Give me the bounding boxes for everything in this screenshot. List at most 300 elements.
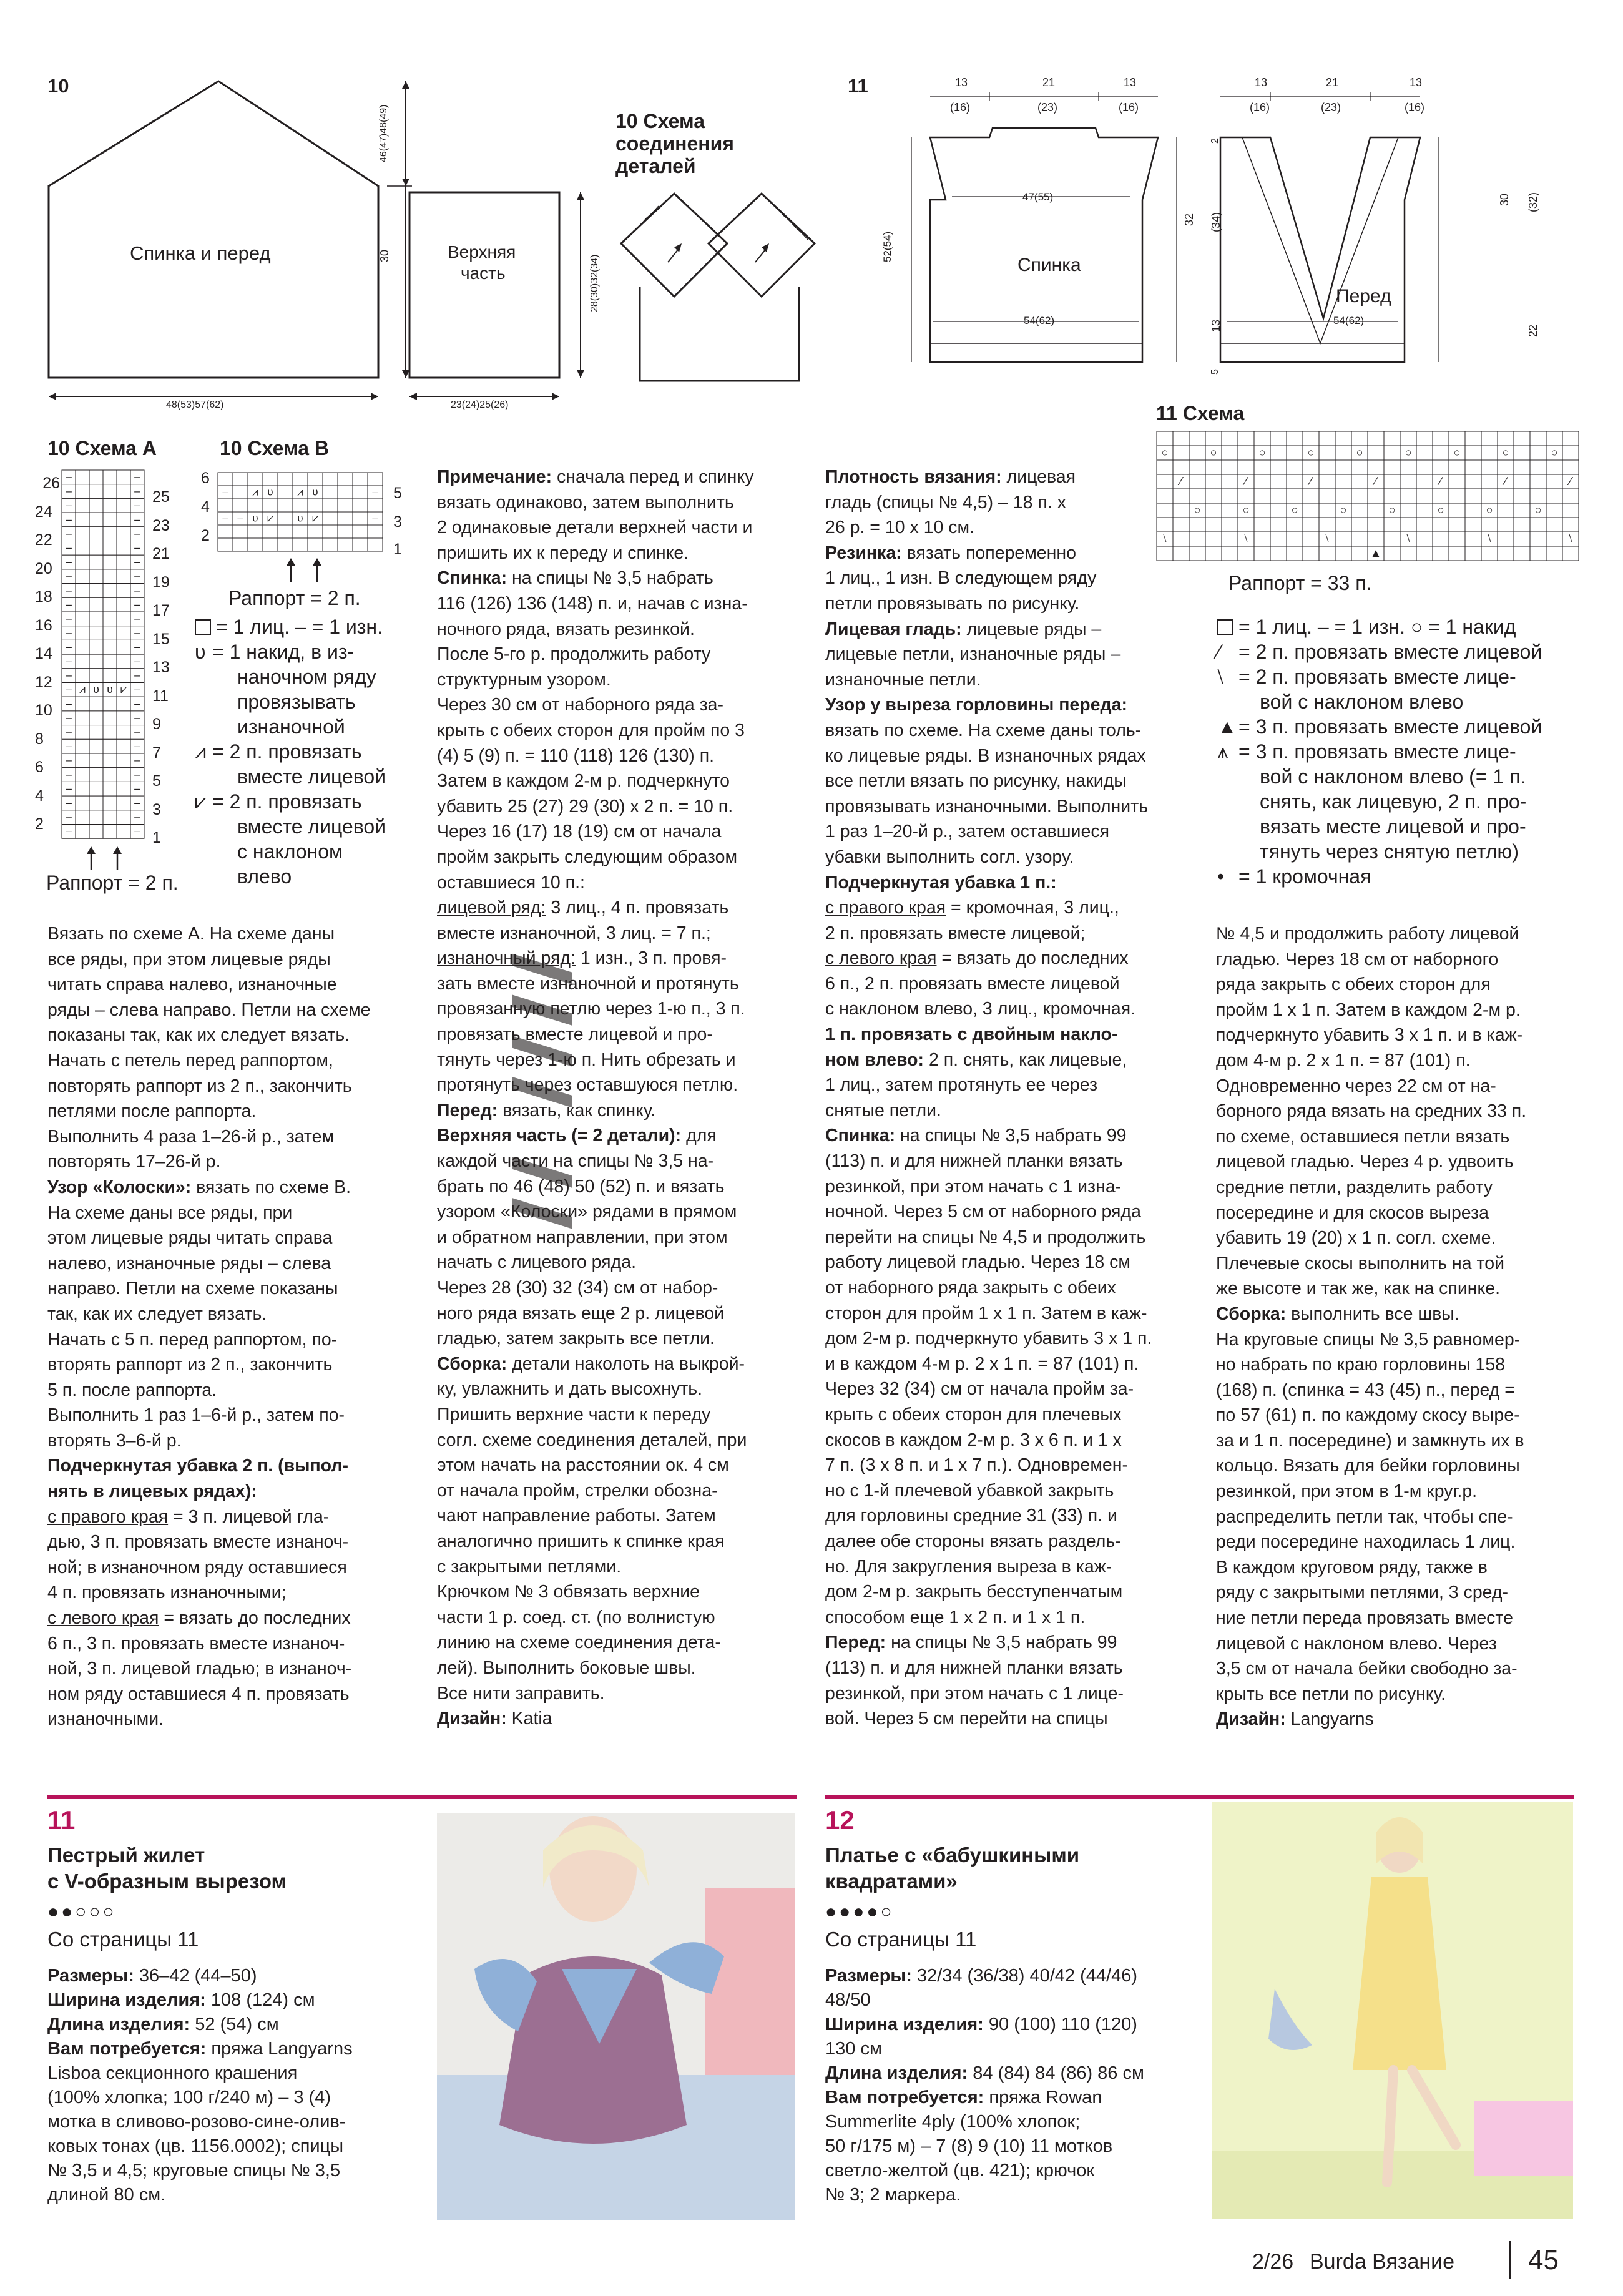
sizes-value: 32/34 (36/38) 40/42 (44/46) — [916, 1966, 1138, 1986]
chart-cell — [1270, 431, 1287, 446]
chart-cell — [368, 473, 383, 486]
text-line: но набрать по краю горловины 158 — [1216, 1355, 1506, 1375]
chart-cell — [1433, 546, 1449, 561]
front-right-1: 30 — [1498, 193, 1511, 206]
legend-10-text: с наклоном — [237, 840, 343, 863]
text-line: Примечание: сначала перед и спинку — [437, 467, 754, 487]
chart-b-title: 10 Схема В — [220, 437, 330, 459]
text-line: от начала пройм, стрелки обозна- — [437, 1480, 718, 1501]
chart-symbol: ○ — [1307, 445, 1315, 459]
legend-10-text: влево — [237, 865, 292, 888]
text-line: но. Для закругления выреза в каж- — [825, 1556, 1112, 1577]
chart-cell — [1270, 446, 1287, 460]
section-12-title-2: квадратами» — [825, 1870, 958, 1893]
chart-symbol: – — [134, 527, 140, 540]
chart-cell — [89, 654, 103, 669]
text-line: Верхняя часть (= 2 детали): для — [437, 1126, 717, 1146]
chart-cell — [1287, 546, 1303, 561]
text-line: Крючком № 3 обвязать верхние — [437, 1582, 700, 1602]
front-top-1: 13 — [1255, 76, 1268, 89]
chart-cell — [1351, 489, 1368, 503]
chart-cell — [117, 541, 130, 556]
chart-symbol: ○ — [1194, 503, 1201, 516]
chart-symbol: – — [134, 753, 140, 767]
body-label: Спинка и перед — [130, 242, 271, 264]
chart-symbol: – — [134, 683, 140, 696]
chart-cell — [323, 512, 338, 525]
chart-11-repeat: Раппорт = 33 п. — [1228, 572, 1372, 594]
chart-symbol: – — [66, 584, 72, 597]
chart-cell — [1530, 532, 1546, 546]
legend-11-row-6: ⩚ = 3 п. провязать вместе лице- — [1217, 740, 1516, 763]
row-number: 10 — [35, 702, 52, 719]
front-outline — [1220, 137, 1420, 362]
chart-cell — [1400, 546, 1416, 561]
chart-cell — [218, 525, 233, 538]
chart-symbol: ○ — [1356, 445, 1363, 459]
chart-cell — [323, 525, 338, 538]
yarn-over-u-icon: ᴜ — [195, 640, 206, 663]
chart-symbol: ⁄ — [1504, 474, 1507, 488]
text-line: Через 30 см от наборного ряда за- — [437, 695, 723, 715]
chart-cell — [1205, 546, 1222, 561]
roof-height-label: 46(47)48(49) — [378, 104, 389, 162]
chart-cell — [1400, 518, 1416, 532]
front-top-3: 13 — [1410, 76, 1423, 89]
legend-11-row-5: ▲= 3 п. провязать вместе лицевой — [1217, 715, 1542, 738]
chart-cell — [1319, 546, 1335, 561]
text-line: Спинка: на спицы № 3,5 набрать 99 — [825, 1126, 1127, 1146]
chart-symbol: ⩗ — [312, 512, 318, 524]
chart-symbol: ᴜ — [267, 486, 273, 498]
text-line: борного ряда вязать на средних 33 п. — [1216, 1101, 1527, 1122]
ssk-icon: ⧵ — [1217, 665, 1224, 688]
chart-cell — [1287, 431, 1303, 446]
text-column-3 — [825, 464, 1194, 1732]
footer-magazine: Burda Вязание — [1310, 2250, 1455, 2274]
chart-cell — [278, 499, 293, 512]
chart-symbol: – — [66, 669, 72, 682]
text-line: от наборного ряда закрыть с обеих — [825, 1278, 1116, 1298]
text-line: и обратном направлении, при этом — [437, 1227, 728, 1247]
chart-cell — [1514, 518, 1530, 532]
chart-cell — [1465, 446, 1481, 460]
row-number: 13 — [152, 659, 170, 676]
chart-cell — [89, 810, 103, 825]
chart-cell — [1530, 446, 1546, 460]
row-number: 4 — [35, 787, 44, 805]
chart-symbol: – — [134, 740, 140, 753]
chart-cell — [117, 470, 130, 484]
chart-cell — [1400, 474, 1416, 489]
sizes-label: Размеры: — [825, 1966, 912, 1986]
chart-cell — [76, 810, 89, 825]
chart-cell — [89, 768, 103, 782]
chart-cell — [76, 498, 89, 513]
legend-11-text: вой с наклоном влево (= 1 п. — [1260, 765, 1526, 788]
chart-symbol: – — [134, 711, 140, 724]
chart-symbol: – — [134, 598, 140, 611]
materials-label: Вам потребуется: — [825, 2087, 984, 2107]
row-number: 26 — [42, 474, 60, 492]
chart-cell — [323, 486, 338, 499]
chart-cell — [1546, 460, 1562, 474]
chart-cell — [233, 486, 248, 499]
text-line: лицевой ряд: 3 лиц., 4 п. провязать — [437, 898, 729, 918]
legend-10-text: изнаночной — [237, 715, 345, 738]
chart-cell — [308, 473, 323, 486]
chart-symbol: ⩗ — [120, 683, 127, 696]
chart-symbol: ○ — [1437, 503, 1444, 516]
text-line: Через 16 (17) 18 (19) см от начала — [437, 822, 722, 842]
text-line: дом 4-м р. 2 х 1 п. = 87 (101) п. — [1216, 1050, 1471, 1071]
chart-cell — [1416, 532, 1433, 546]
text-line: (113) п. и для нижней планки вязать — [825, 1657, 1123, 1678]
page-number: 45 — [1528, 2245, 1559, 2275]
chart-cell — [1433, 518, 1449, 532]
chart-symbol: – — [66, 725, 72, 738]
length-value: 84 (84) 84 (86) 86 см — [973, 2063, 1144, 2083]
chart-11-grid — [1156, 431, 1587, 568]
text-line: петли провязывать по рисунку. — [825, 593, 1080, 614]
k2tog-icon: ⩘ — [195, 740, 207, 763]
chart-cell — [89, 612, 103, 626]
chart-cell — [1465, 474, 1481, 489]
chart-cell — [353, 525, 368, 538]
chart-cell — [103, 555, 117, 569]
chart-cell — [1449, 460, 1465, 474]
knit-symbol-icon — [195, 619, 211, 635]
chart-symbol: ᴜ — [312, 486, 318, 498]
chart-cell — [1335, 532, 1351, 546]
chart-cell — [89, 470, 103, 484]
text-line: дом 2-м р. подчеркнуто убавить 3 х 1 п. — [825, 1328, 1152, 1349]
chart-symbol: – — [66, 626, 72, 639]
chart-cell — [76, 612, 89, 626]
chart-cell — [233, 525, 248, 538]
chart-cell — [1514, 532, 1530, 546]
chart-symbol: ᴜ — [252, 512, 258, 524]
chart-cell — [1303, 532, 1319, 546]
text-line: все ряды, при этом лицевые ряды — [47, 949, 331, 969]
chart-cell — [248, 525, 263, 538]
back-right-3: 2 — [1210, 138, 1220, 144]
text-line: Лицевая гладь: лицевые ряды – — [825, 619, 1102, 639]
chart-cell — [103, 753, 117, 768]
chart-symbol: ○ — [1242, 503, 1250, 516]
text-line: вместе изнаночной, 3 лиц. = 7 п.; — [437, 923, 711, 943]
text-line: пройм закрыть следующим образом — [437, 846, 738, 867]
text-line: брать по 46 (48) 50 (52) п. и вязать — [437, 1176, 725, 1197]
chart-cell — [1270, 474, 1287, 489]
text-line: ном ряду оставшиеся 4 п. провязать — [47, 1684, 350, 1704]
chart-cell — [1562, 546, 1579, 561]
chart-cell — [117, 584, 130, 598]
text-line: 1 лиц., 1 изн. В следующем ряду — [825, 568, 1097, 589]
chart-cell — [89, 555, 103, 569]
text-column-2 — [437, 464, 799, 1732]
chart-cell — [368, 538, 383, 551]
text-line: снятые петли. — [825, 1100, 941, 1121]
chart-cell — [1449, 503, 1465, 518]
chart-cell — [76, 725, 89, 740]
chart-cell — [338, 525, 353, 538]
text-line: крыть все петли по рисунку. — [1216, 1684, 1446, 1704]
chart-cell — [368, 499, 383, 512]
dress-photo — [1212, 1802, 1573, 2219]
back-top-alt-3: (16) — [1119, 101, 1139, 114]
chart-cell — [1481, 460, 1498, 474]
chart-symbol: ⧵ — [1488, 531, 1491, 545]
difficulty-dots: ●●○○○ — [47, 1901, 117, 1922]
text-line: Узор у выреза горловины переда: — [825, 695, 1127, 715]
text-line: ко лицевые ряды. В изнаночных рядах — [825, 745, 1146, 766]
chart-symbol: – — [66, 753, 72, 767]
upper-part-height-label: 28(30)32(34) — [589, 254, 600, 312]
text-line: с закрытыми петлями. — [437, 1556, 622, 1577]
chart-cell — [353, 473, 368, 486]
chart-cell — [103, 697, 117, 711]
chart-cell — [1416, 489, 1433, 503]
section-11-title-1: Пестрый жилет — [47, 1843, 205, 1867]
materials-line: 50 г/175 м) – 7 (8) 9 (10) 11 мотков — [825, 2136, 1113, 2156]
chart-cell — [103, 513, 117, 527]
text-line: части 1 р. соед. ст. (по волнистую — [437, 1607, 715, 1627]
upper-part-outline — [409, 192, 559, 378]
chart-symbol: – — [134, 654, 140, 667]
chart-symbol: – — [66, 499, 72, 512]
chart-cell — [117, 597, 130, 612]
chart-cell — [1189, 431, 1205, 446]
chart-cell — [1270, 546, 1287, 561]
chart-cell — [338, 512, 353, 525]
text-line: 1 п. провязать с двойным накло- — [825, 1024, 1118, 1045]
legend-11-text: вязать месте лицевой и про- — [1260, 815, 1526, 838]
legend-11-text: вой с наклоном влево — [1260, 690, 1464, 713]
text-line: Узор «Колоски»: вязать по схеме В. — [47, 1177, 351, 1197]
chart-cell — [1254, 532, 1270, 546]
chart-cell — [1222, 474, 1238, 489]
text-line: 4 п. провязать изнаночными; — [47, 1582, 287, 1603]
chart-cell — [89, 541, 103, 556]
chart-cell — [1368, 532, 1384, 546]
row-number: 23 — [152, 516, 170, 534]
chart-cell — [117, 654, 130, 669]
chart-cell — [1238, 489, 1254, 503]
text-line: резинкой, при этом начать с 1 лице- — [825, 1683, 1124, 1704]
chart-cell — [76, 555, 89, 569]
chart-cell — [1384, 546, 1400, 561]
chart-cell — [1319, 489, 1335, 503]
chart-cell — [1514, 546, 1530, 561]
chart-cell — [1416, 546, 1433, 561]
chart-cell — [1157, 431, 1173, 446]
chart-cell — [117, 513, 130, 527]
chart-cell — [1433, 532, 1449, 546]
row-number: 15 — [152, 630, 170, 648]
chart-cell — [103, 640, 117, 654]
text-line: по 57 (61) п. по каждому скосу выре- — [1216, 1405, 1520, 1426]
chart-cell — [1222, 518, 1238, 532]
chart-cell — [1205, 489, 1222, 503]
text-line: Затем в каждом 2-м р. подчеркнуто — [437, 771, 730, 792]
chart-cell — [1514, 503, 1530, 518]
chart-symbol: ○ — [1210, 445, 1217, 459]
chart-cell — [117, 711, 130, 725]
text-line: с наклоном влево, 3 лиц., кромочная. — [825, 999, 1136, 1019]
text-line: структурным узором. — [437, 669, 611, 690]
back-top-1: 13 — [955, 76, 968, 89]
chart-symbol: – — [66, 810, 72, 823]
front-top-2: 21 — [1326, 76, 1339, 89]
chart-symbol: – — [134, 640, 140, 654]
chart-cell — [103, 626, 117, 640]
text-line: петлями после раппорта. — [47, 1101, 257, 1122]
chart-symbol: ○ — [1340, 503, 1347, 516]
text-line: Одновременно через 22 см от на- — [1216, 1076, 1496, 1096]
chart-cell — [117, 796, 130, 810]
chart-symbol: ⩘ — [252, 486, 258, 498]
footer-divider — [1509, 2241, 1511, 2279]
chart-cell — [1319, 460, 1335, 474]
chart-cell — [103, 612, 117, 626]
row-number: 11 — [152, 687, 169, 705]
row-number: 22 — [35, 531, 52, 549]
chart-cell — [1433, 431, 1449, 446]
text-line: Подчеркнутая убавка 2 п. (выпол- — [47, 1456, 348, 1476]
chart-cell — [1303, 489, 1319, 503]
chart-cell — [117, 626, 130, 640]
text-line: Дизайн: Katia — [437, 1709, 552, 1729]
upper-part-label-2: часть — [461, 263, 506, 283]
chart-cell — [1514, 431, 1530, 446]
chart-b-row-5: 5 — [393, 484, 402, 502]
sizes-value-2: 48/50 — [825, 1990, 871, 2010]
chart-symbol: – — [66, 484, 72, 498]
chart-cell — [1287, 518, 1303, 532]
text-line: начать с лицевого ряда. — [437, 1252, 636, 1273]
text-line: вой. Через 5 см перейти на спицы — [825, 1709, 1108, 1729]
chart-cell — [1205, 474, 1222, 489]
legend-10-text: наночном ряду — [237, 665, 376, 688]
chart-symbol: – — [134, 669, 140, 682]
chart-cell — [89, 697, 103, 711]
chart-cell — [1254, 460, 1270, 474]
legend-11-row-11: • = 1 кромочная — [1217, 865, 1371, 888]
chart-symbol: ⧵ — [1325, 531, 1329, 545]
text-line: с правого края = кромочная, 3 лиц., — [825, 898, 1119, 918]
text-line: вторять раппорт из 2 п., закончить — [47, 1355, 333, 1375]
back-right-5: 5 — [1210, 369, 1220, 375]
text-line: дью, 3 п. провязать вместе изнаноч- — [47, 1532, 349, 1553]
text-line: гладью. Через 18 см от наборного — [1216, 949, 1499, 969]
chart-symbol: – — [134, 725, 140, 738]
text-line: Резинка: вязать попеременно — [825, 542, 1076, 563]
chart-symbol: ⁄ — [1180, 474, 1182, 488]
text-line: все петли вязать по рисунку, накиды — [825, 771, 1127, 792]
text-line: ного ряда вязать еще 2 р. лицевой — [437, 1303, 725, 1323]
chart-cell — [76, 640, 89, 654]
chart-symbol: – — [134, 484, 140, 498]
row-number: 25 — [152, 488, 170, 506]
chart-cell — [76, 584, 89, 598]
row-number: 16 — [35, 616, 52, 634]
chart-cell — [1254, 546, 1270, 561]
chart-symbol: – — [66, 796, 72, 809]
chart-cell — [89, 484, 103, 499]
chart-cell — [89, 626, 103, 640]
text-line: лицевой гладью. Через 4 р. удвоить — [1216, 1152, 1514, 1172]
vest-photo — [437, 1813, 795, 2220]
chart-symbol: ⁄ — [1310, 474, 1312, 488]
chart-cell — [1498, 503, 1514, 518]
legend-11-row-1: = 1 лиц. – = 1 изн. ○ = 1 накид — [1217, 614, 1516, 639]
chart-cell — [1416, 518, 1433, 532]
legend-10-row-knit: = 1 лиц. – = 1 изн. — [195, 614, 383, 639]
chart-cell — [1319, 446, 1335, 460]
chart-symbol: – — [134, 470, 140, 483]
text-line: Начать с 5 п. перед раппортом, по- — [47, 1329, 338, 1350]
chart-cell — [89, 569, 103, 584]
text-line: Вязать по схеме А. На схеме даны — [47, 924, 335, 944]
chart-cell — [1287, 446, 1303, 460]
chart-symbol: – — [134, 626, 140, 639]
chart-symbol: ○ — [1161, 445, 1169, 459]
chart-cell — [1303, 460, 1319, 474]
chart-cell — [1530, 518, 1546, 532]
difficulty-dots: ●●●●○ — [825, 1901, 895, 1922]
text-line: провязывать изнаночными. Выполнить — [825, 796, 1149, 817]
chart-b-row-1: 1 — [393, 541, 402, 558]
text-line: ночного ряда, вязать резинкой. — [437, 619, 695, 639]
footer-issue: 2/26 — [1252, 2250, 1294, 2274]
text-line: 3,5 см от начала бейки свободно за- — [1216, 1659, 1518, 1679]
chart-cell — [1530, 431, 1546, 446]
chart-cell — [117, 555, 130, 569]
chart-cell — [103, 725, 117, 740]
text-line: 2 одинаковые детали верхней части и — [437, 518, 753, 538]
text-line: средние петли, разделить работу — [1216, 1177, 1493, 1197]
text-line: ной, 3 п. лицевой гладью; в изнаноч- — [47, 1659, 352, 1679]
chart-symbol: – — [134, 810, 140, 823]
chart-b-grid — [217, 472, 386, 553]
chart-cell — [117, 782, 130, 796]
row-number: 24 — [35, 503, 52, 521]
chart-cell — [1384, 446, 1400, 460]
chart-cell — [338, 538, 353, 551]
chart-cell — [76, 697, 89, 711]
text-line: вторять 3–6-й р. — [47, 1430, 182, 1451]
length-label: Длина изделия: — [825, 2063, 968, 2083]
text-line: ночной. Через 5 см от наборного ряда — [825, 1202, 1141, 1222]
width-value-2: 130 см — [825, 2039, 882, 2059]
chart-cell — [278, 512, 293, 525]
section-12-number: 12 — [825, 1805, 855, 1835]
section-11-number: 11 — [47, 1805, 76, 1835]
legend-11-text: тянуть через снятую петлю) — [1260, 840, 1519, 863]
chart-symbol: – — [66, 768, 72, 781]
chart-cell — [1530, 489, 1546, 503]
chart-cell — [89, 782, 103, 796]
chart-cell — [1270, 503, 1287, 518]
chart-cell — [1498, 518, 1514, 532]
chart-cell — [1335, 431, 1351, 446]
chart-symbol: – — [66, 825, 72, 838]
chart-cell — [1351, 431, 1368, 446]
section-11-bar — [47, 1795, 797, 1799]
back-width-1: 47(55) — [1022, 191, 1054, 203]
chart-cell — [117, 669, 130, 683]
